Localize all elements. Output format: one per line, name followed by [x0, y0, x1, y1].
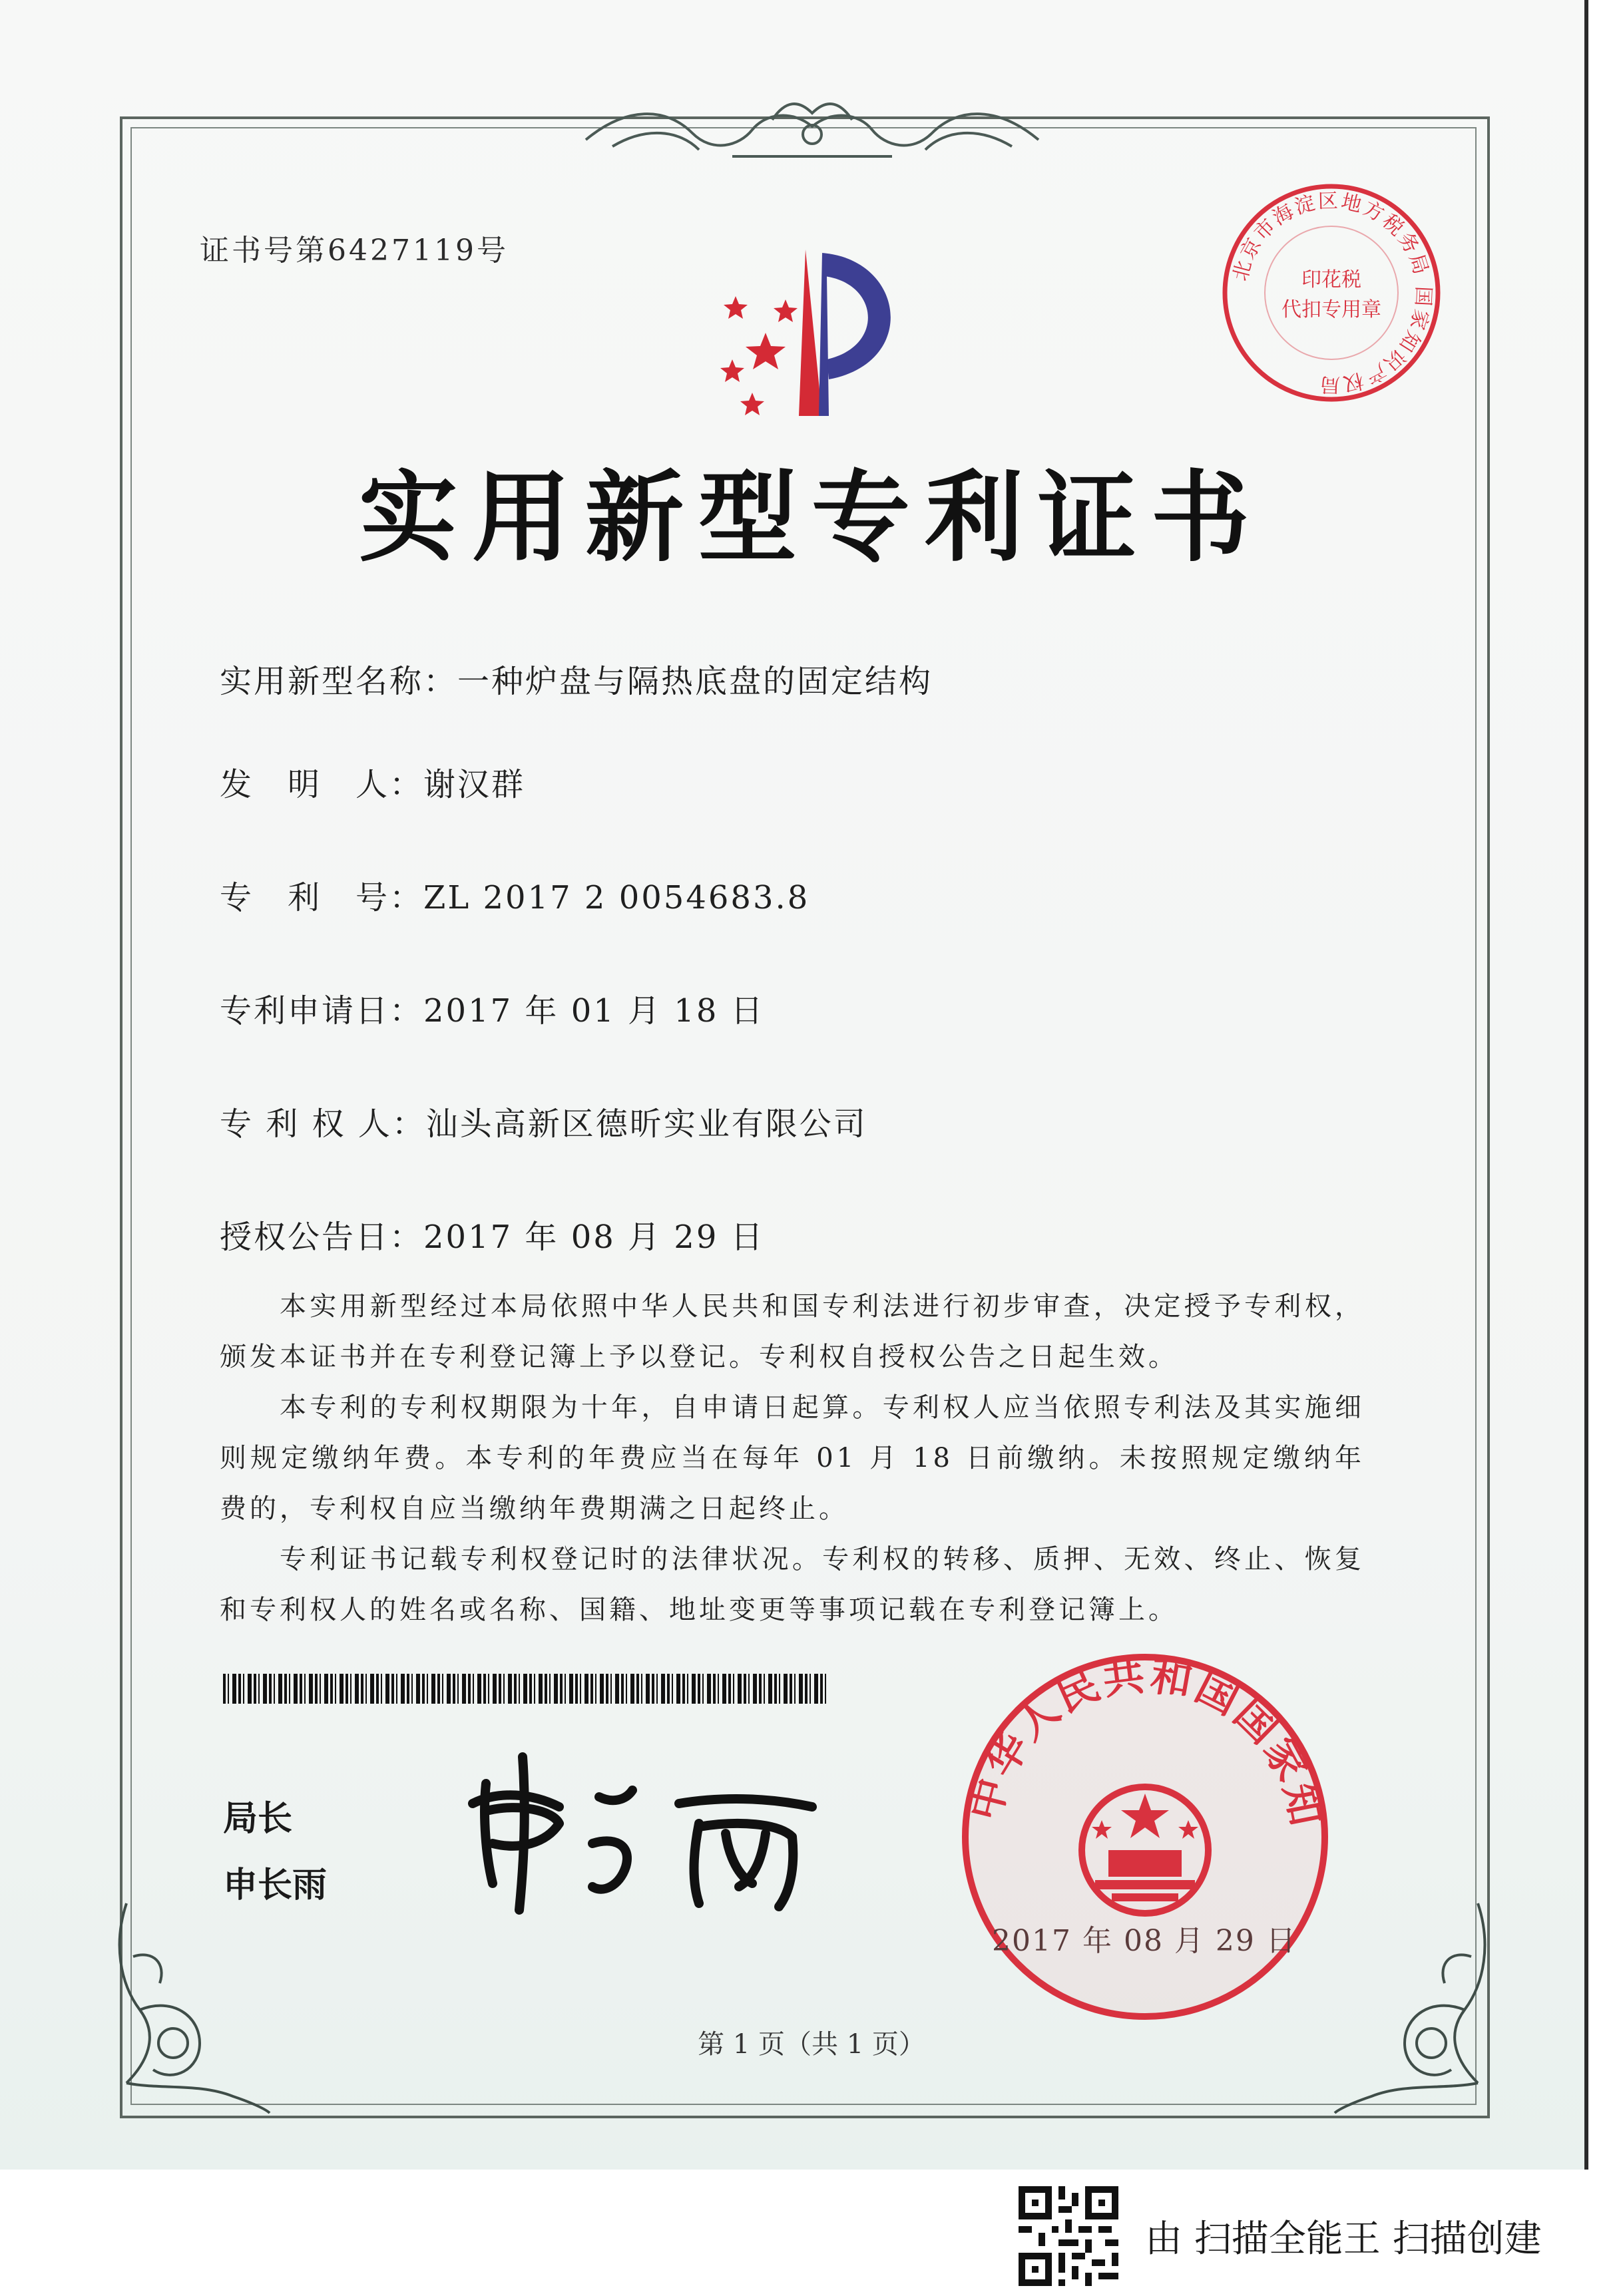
tax-stamp-ring-text: 北京市海淀区地方税务局 国家知识产权局 [1228, 189, 1435, 397]
director-name: 申长雨 [223, 1865, 328, 1905]
field-inventor [220, 759, 525, 805]
barcode [223, 1674, 829, 1704]
top-ornament [573, 93, 1052, 173]
field-label: 专利申请日： [220, 992, 424, 1030]
official-seal [959, 1650, 1331, 2023]
field-grant-date [220, 1211, 765, 1257]
field-value: 一种炉盘与隔热底盘的固定结构 [457, 663, 933, 700]
director-title: 局长 [223, 1799, 293, 1839]
certificate-title: 实用新型专利证书 [359, 459, 1264, 575]
field-label: 专 利 号： [220, 879, 424, 916]
bottom-right-ornament [1331, 1890, 1505, 2116]
seal-date: 2017 年 08 月 29 日 [992, 1924, 1297, 1958]
qr-code [1019, 2186, 1118, 2286]
field-value: 2017 年 08 月 29 日 [423, 1219, 765, 1256]
field-patentee [220, 1098, 867, 1144]
field-value: 谢汉群 [423, 766, 526, 803]
field-label: 专 利 权 人： [220, 1105, 426, 1143]
field-label: 发 明 人： [220, 766, 424, 803]
field-application-date [220, 985, 765, 1031]
body-paragraph: 本专利的专利权期限为十年，自申请日起算。专利权人应当依照专利法及其实施细则规定缴纳年费。本专利的年费应当在每年 01 月 18 日前缴纳。未按照规定缴纳年费的，专利权自应当缴纳年费期满之日起终止。 [220, 1392, 1365, 1524]
field-utility-model-name [220, 656, 933, 701]
svg-text:北京市海淀区地方税务局 国家知识产权局 [1229, 190, 1435, 397]
certificate-number: 证书号第6427119号 [200, 234, 509, 268]
field-label: 授权公告日： [220, 1219, 424, 1256]
director-signature [459, 1744, 832, 1917]
field-value: 汕头高新区德昕实业有限公司 [425, 1105, 867, 1143]
seal-ring-text: 中华人民共和国国家知 [960, 1650, 1331, 1832]
tax-stamp-line2: 代扣专用章 [1281, 298, 1381, 321]
page-number: 第 1 页（共 1 页） [698, 2029, 925, 2060]
body-paragraph: 专利证书记载专利权登记时的法律状况。专利权的转移、质押、无效、终止、恢复和专利权人的姓名或名称、国籍、地址变更等事项记载在专利登记簿上。 [220, 1544, 1365, 1625]
field-label: 实用新型名称： [220, 663, 458, 700]
bottom-left-ornament [100, 1890, 273, 2116]
scanner-credit: 由 扫描全能王 扫描创建 [1145, 2217, 1542, 2261]
field-value: ZL 2017 2 0054683.8 [423, 879, 810, 916]
field-patent-number [220, 872, 810, 918]
certificate-body [220, 1281, 1365, 1635]
tax-stamp-line1: 印花税 [1301, 268, 1361, 291]
body-paragraph: 本实用新型经过本局依照中华人民共和国专利法进行初步审查，决定授予专利权，颁发本证书并在专利登记簿上予以登记。专利权自授权公告之日起生效。 [220, 1291, 1365, 1372]
tax-stamp [1218, 180, 1445, 406]
field-value: 2017 年 01 月 18 日 [423, 992, 765, 1030]
patent-office-logo [686, 236, 939, 429]
